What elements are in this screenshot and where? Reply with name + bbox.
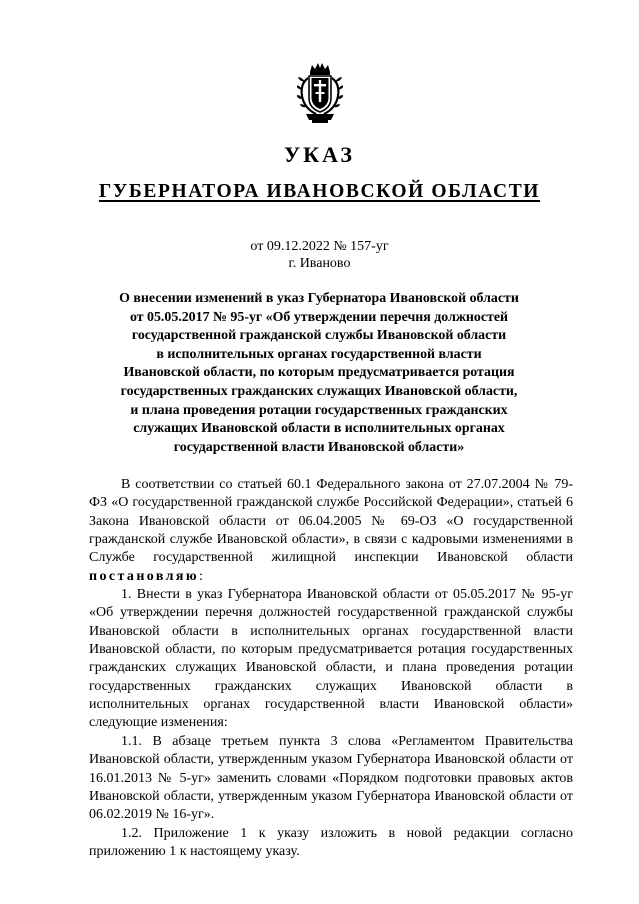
- subject-line: государственной власти Ивановской области»: [173, 439, 465, 455]
- subject-line: государственных гражданских служащих Ивановской области,: [120, 383, 518, 399]
- subject-line: и плана проведения ротации государственных гражданских: [130, 402, 508, 418]
- subject-line: О внесении изменений в указ Губернатора Ивановской области: [119, 291, 519, 306]
- subject-heading: [90, 290, 548, 457]
- subject-line: государственной гражданской службы Ивановской области: [131, 328, 507, 344]
- item-1-2-paragraph: 1.2. Приложение 1 к указу изложить в новой редакции согласно приложению 1 к настоящему указу.: [89, 825, 573, 859]
- document-title: УКАЗ: [283, 142, 356, 167]
- preamble-paragraph: [89, 476, 573, 586]
- item-1-paragraph: 1. Внести в указ Губернатора Ивановской области от 05.05.2017 № 95-уг «Об утверждении перечня должностей государственной гражданской службы Ивановской области в исполнительных органах государственной власти Ивановской области, по которым предусматривается ротация государственных гражданских служащих Ивановской области, и плана проведения ротации государственных гражданских служащих Ивановской области в исполнительных органах государственной власти Ивановской области» следующие изменения:: [89, 587, 573, 731]
- decree-word: постановляю: [89, 568, 199, 584]
- city: г. Иваново: [288, 256, 351, 271]
- subject-line: от 05.05.2017 № 95-уг «Об утверждении перечня должностей: [129, 309, 509, 325]
- subject-line: Ивановской области, по которым предусматривается ротация: [123, 365, 515, 381]
- subject-line: служащих Ивановской области в исполнительных органах: [133, 421, 505, 437]
- preamble-text: В соответствии со статьей 60.1 Федерального закона от 27.07.2004 № 79-ФЗ «О государственной гражданской службе Российской Федерации», статьей 6 Закона Ивановской области от 06.04.2005 № 69-ОЗ «О государственной гражданской службе Ивановской области», в связи с кадровыми изменениями в Службе государственной жилищной инспекции Ивановской области: [89, 477, 573, 566]
- coat-of-arms-emblem: [297, 62, 343, 124]
- decree-colon: :: [198, 568, 203, 584]
- document-body: [89, 476, 573, 861]
- date-block: [0, 238, 639, 272]
- subject-line: в исполнительных органах государственной власти: [156, 346, 482, 362]
- document-issuer: ГУБЕРНАТОРА ИВАНОВСКОЙ ОБЛАСТИ: [98, 181, 541, 202]
- date-number: от 09.12.2022 № 157-уг: [250, 239, 389, 254]
- item-1-1-paragraph: 1.1. В абзаце третьем пункта 3 слова «Регламентом Правительства Ивановской области, утвержденным указом Губернатора Ивановской области от 16.01.2013 № 5-уг» заменить словами «Порядком подготовки правовых актов Ивановской области, утвержденным указом Губернатора Ивановской области от 06.02.2019 № 16-уг».: [89, 733, 573, 823]
